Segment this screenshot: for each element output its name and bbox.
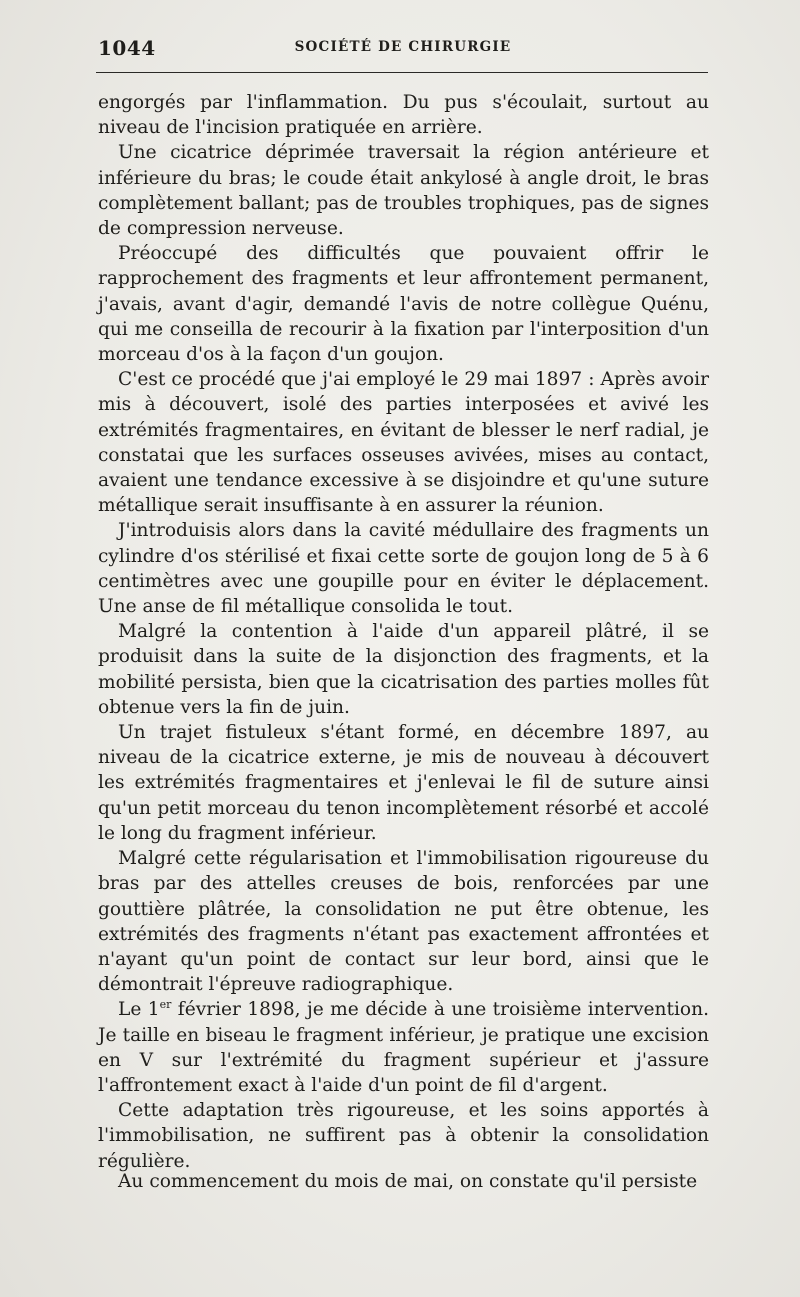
page-header — [98, 36, 708, 60]
paragraph: engorgés par l'inflammation. Du pus s'écoulait, surtout au niveau de l'incision pratiquée en arrière. — [98, 92, 709, 139]
paragraph: J'introduisis alors dans la cavité médullaire des fragments un cylindre d'os stérilisé et fixai cette sorte de goujon long de 5 à 6 centimètres avec une goupille pour en éviter le déplacement. Une anse de fil métallique consolida le tout. — [98, 520, 709, 618]
paragraph: Préoccupé des difficultés que pouvaient offrir le rapprochement des fragments et leur affrontement permanent, j'avais, avant d'agir, demandé l'avis de notre collègue Quénu, qui me conseilla de recourir à la fixation par l'interposition d'un morceau d'os à la façon d'un goujon. — [98, 243, 709, 366]
page-number: 1044 — [98, 36, 156, 60]
running-title: SOCIÉTÉ DE CHIRURGIE — [294, 39, 512, 55]
paragraph: C'est ce procédé que j'ai employé le 29 mai 1897 : Après avoir mis à découvert, isolé des parties interposées et avivé les extrémités fragmentaires, en évitant de blesser le nerf radial, je constatai que les surfaces osseuses avivées, mises au contact, avaient une tendance excessive à se disjoindre et qu'une suture métallique serait insuffisante à en assurer la réunion. — [98, 369, 709, 517]
paragraph-start: Le 1 — [118, 999, 160, 1021]
paragraph: Un trajet fistuleux s'étant formé, en décembre 1897, au niveau de la cicatrice externe, je mis de nouveau à découvert les extrémités fragmentaires et j'enlevai le fil de suture ainsi qu'un petit morceau du tenon incomplètement résorbé et accolé le long du fragment inférieur. — [98, 722, 709, 844]
paragraph: Malgré la contention à l'aide d'un appareil plâtré, il se produisit dans la suite de la disjonction des fragments, et la mobilité persista, bien que la cicatrisation des parties molles fût obtenue vers la fin de juin. — [98, 621, 709, 718]
paragraph: Malgré cette régularisation et l'immobilisation rigoureuse du bras par des attelles creuses de bois, renforcées par une gouttière plâtrée, la consolidation ne put être obtenue, les extrémités des fragments n'étant pas exactement affrontées et n'ayant qu'un point de contact sur leur bord, ainsi que le démontrait l'épreuve radiographique. — [98, 848, 709, 996]
paragraph: Une cicatrice déprimée traversait la région antérieure et inférieure du bras; le coude était ankylosé à angle droit, le bras complètement ballant; pas de troubles trophiques, pas de signes de compression nerveuse. — [98, 142, 709, 240]
ordinal-superscript: er — [159, 998, 172, 1012]
header-rule — [96, 72, 708, 73]
body-text — [98, 90, 709, 1174]
paragraph: Cette adaptation très rigoureuse, et les soins apportés à l'immobilisation, ne suffirent pas à obtenir la consolidation régulière. — [98, 1100, 709, 1172]
paragraph-rest: février 1898, je me décide à une troisième intervention. Je taille en biseau le fragment inférieur, je pratique une excision en V sur l'extrémité du fragment supérieur et j'assure l'affrontement exact à l'aide d'un point de fil d'argent. — [98, 999, 710, 1096]
paragraph-feb-1898 — [98, 997, 709, 1098]
final-paragraph: Au commencement du mois de mai, on constate qu'il persiste — [118, 1171, 698, 1192]
